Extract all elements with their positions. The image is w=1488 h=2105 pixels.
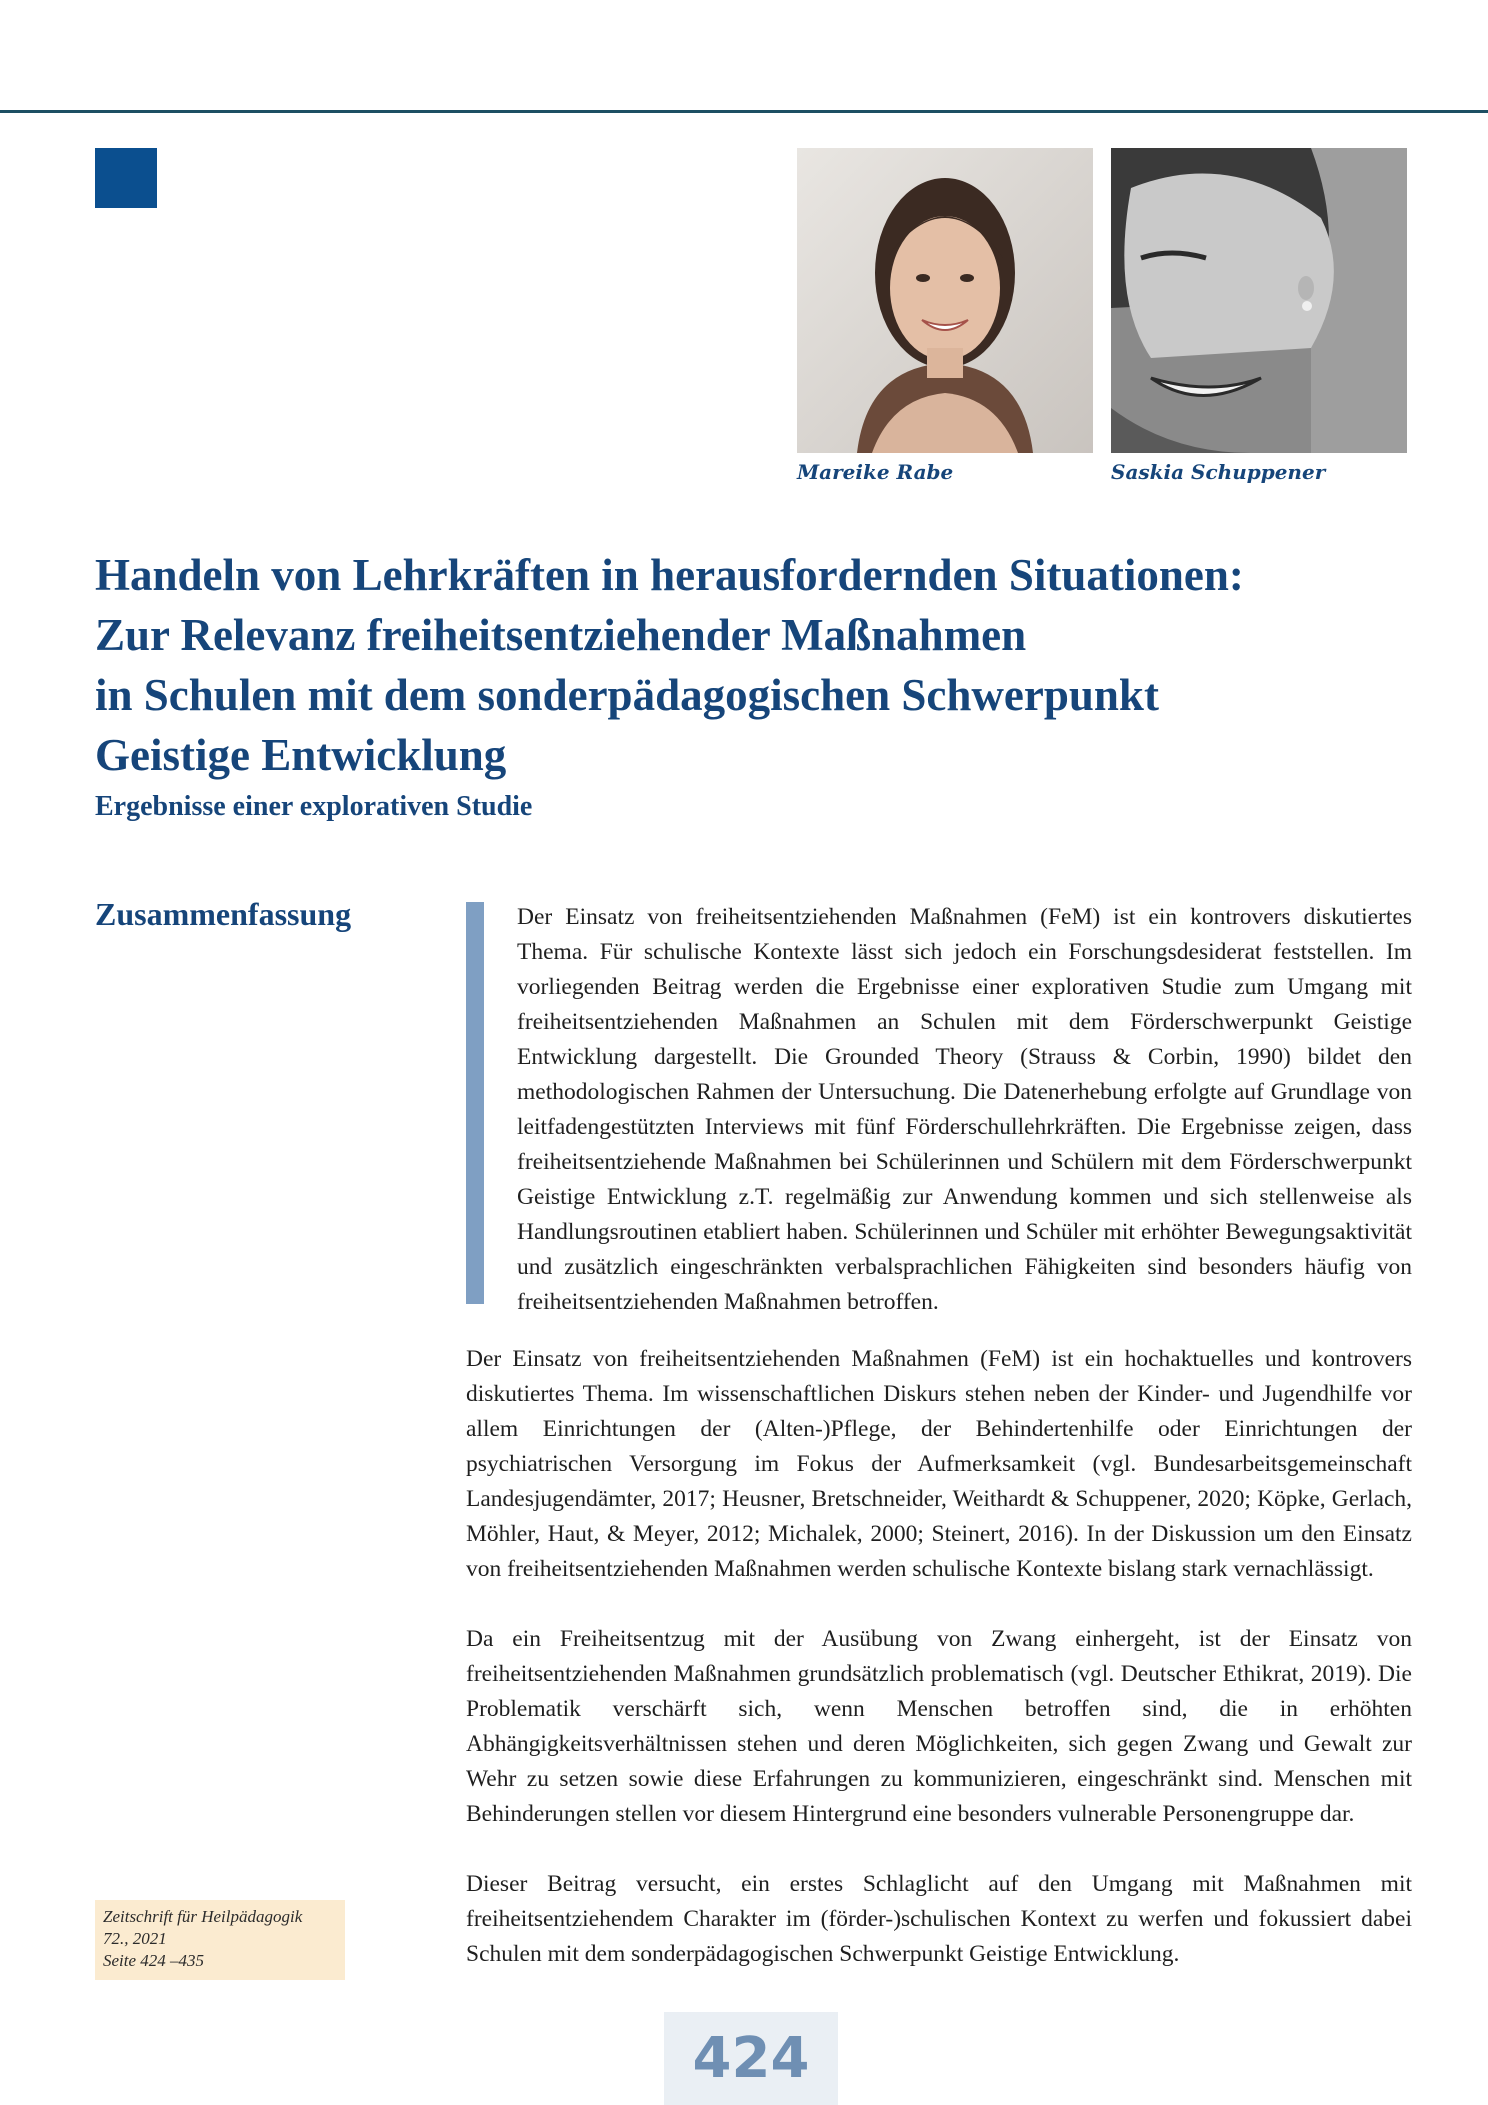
accent-square (95, 148, 157, 208)
abstract (517, 900, 1412, 1320)
body-paragraph: Da ein Freiheitsentzug mit der Ausübung von Zwang einhergeht, ist der Einsatz von freiheitsentziehenden Maßnahmen grundsätzlich problematisch (vgl. Deutscher Ethikrat, 2019). Die Problematik verschärft sich, wenn Menschen betroffen sind, die in erhöhten Abhängigkeitsverhältnissen stehen und deren Möglichkeiten, sich gegen Zwang und Gewalt zur Wehr zu setzen sowie diese Erfahrungen zu kommunizieren, eingeschränkt sind. Menschen mit Behinderungen stellen vor diesem Hintergrund eine besonders vulnerable Personengruppe dar. (466, 1626, 1412, 1827)
abstract-heading: Zusammenfassung (95, 896, 352, 932)
title-line-1: Handeln von Lehrkräften in herausfordernden Situationen: (95, 550, 1244, 600)
abstract-accent-bar (466, 902, 484, 1304)
abstract-text: Der Einsatz von freiheitsentziehenden Maßnahmen (FeM) ist ein kontrovers diskutiertes Thema. Für schulische Kontexte lässt sich jedoch ein Forschungsdesiderat feststellen. Im vorliegenden Beitrag werden die Ergebnisse einer explorativen Studie zum Umgang mit freiheitsentziehenden Maßnahmen an Schulen mit dem Förderschwerpunkt Geistige Entwicklung dargestellt. Die Grounded Theory (Strauss & Corbin, 1990) bildet den methodologischen Rahmen der Untersuchung. Die Datenerhebung erfolgte auf Grundlage von leitfadengestützten Interviews mit fünf Förderschullehrkräften. Die Ergebnisse zeigen, dass freiheitsentziehende Maßnahmen bei Schülerinnen und Schülern mit dem Förderschwerpunkt Geistige Entwicklung z.T. regelmäßig zur Anwendung kommen und sich stellenweise als Handlungsroutinen etabliert haben. Schülerinnen und Schüler mit erhöhter Bewegungsaktivität und zusätzlich eingeschränkten verbalsprachlichen Fähigkeiten sind besonders häufig von freiheitsentziehenden Maßnahmen betroffen. (517, 904, 1412, 1315)
journal-pages: Seite 424 –435 (103, 1951, 205, 1970)
journal-info-box (95, 1900, 345, 1980)
body-text (466, 1342, 1412, 2007)
author-caption-schuppener: Saskia Schuppener (1111, 460, 1326, 484)
author-photo-rabe (797, 148, 1093, 453)
title-line-3: in Schulen mit dem sonderpädagogischen Schwerpunkt (95, 670, 1159, 720)
journal-name: Zeitschrift für Heilpädagogik (103, 1907, 303, 1926)
author-photo-schuppener (1111, 148, 1407, 453)
title-line-4: Geistige Entwicklung (95, 730, 507, 780)
title-line-2: Zur Relevanz freiheitsentziehender Maßnahmen (95, 610, 1027, 660)
portrait-photo (797, 148, 1093, 453)
journal-volume: 72., 2021 (103, 1929, 167, 1948)
body-paragraph: Dieser Beitrag versucht, ein erstes Schlaglicht auf den Umgang mit Maßnahmen mit freiheitsentziehendem Charakter im (förder-)schulischen Kontext zu werfen und fokussiert dabei Schulen mit dem sonderpädagogischen Schwerpunkt Geistige Entwicklung. (466, 1871, 1412, 1967)
page-number-box (664, 2012, 838, 2105)
page-number: 424 (692, 2026, 810, 2091)
article-subtitle: Ergebnisse einer explorativen Studie (95, 791, 533, 822)
top-rule (0, 110, 1488, 113)
body-paragraph: Der Einsatz von freiheitsentziehenden Maßnahmen (FeM) ist ein hochaktuelles und kontrovers diskutiertes Thema. Im wissenschaftlichen Diskurs stehen neben der Kinder- und Jugendhilfe vor allem Einrichtungen der (Alten-)Pflege, der Behindertenhilfe oder Einrichtungen der psychiatrischen Versorgung im Fokus der Aufmerksamkeit (vgl. Bundesarbeitsgemeinschaft Landesjugendämter, 2017; Heusner, Bretschneider, Weithardt & Schuppener, 2020; Köpke, Gerlach, Möhler, Haut, & Meyer, 2012; Michalek, 2000; Steinert, 2016). In der Diskussion um den Einsatz von freiheitsentziehenden Maßnahmen werden schulische Kontexte bislang stark vernachlässigt. (466, 1346, 1412, 1582)
article-title (95, 545, 1415, 825)
author-caption-rabe: Mareike Rabe (797, 460, 954, 484)
portrait-photo-grayscale (1111, 148, 1407, 453)
